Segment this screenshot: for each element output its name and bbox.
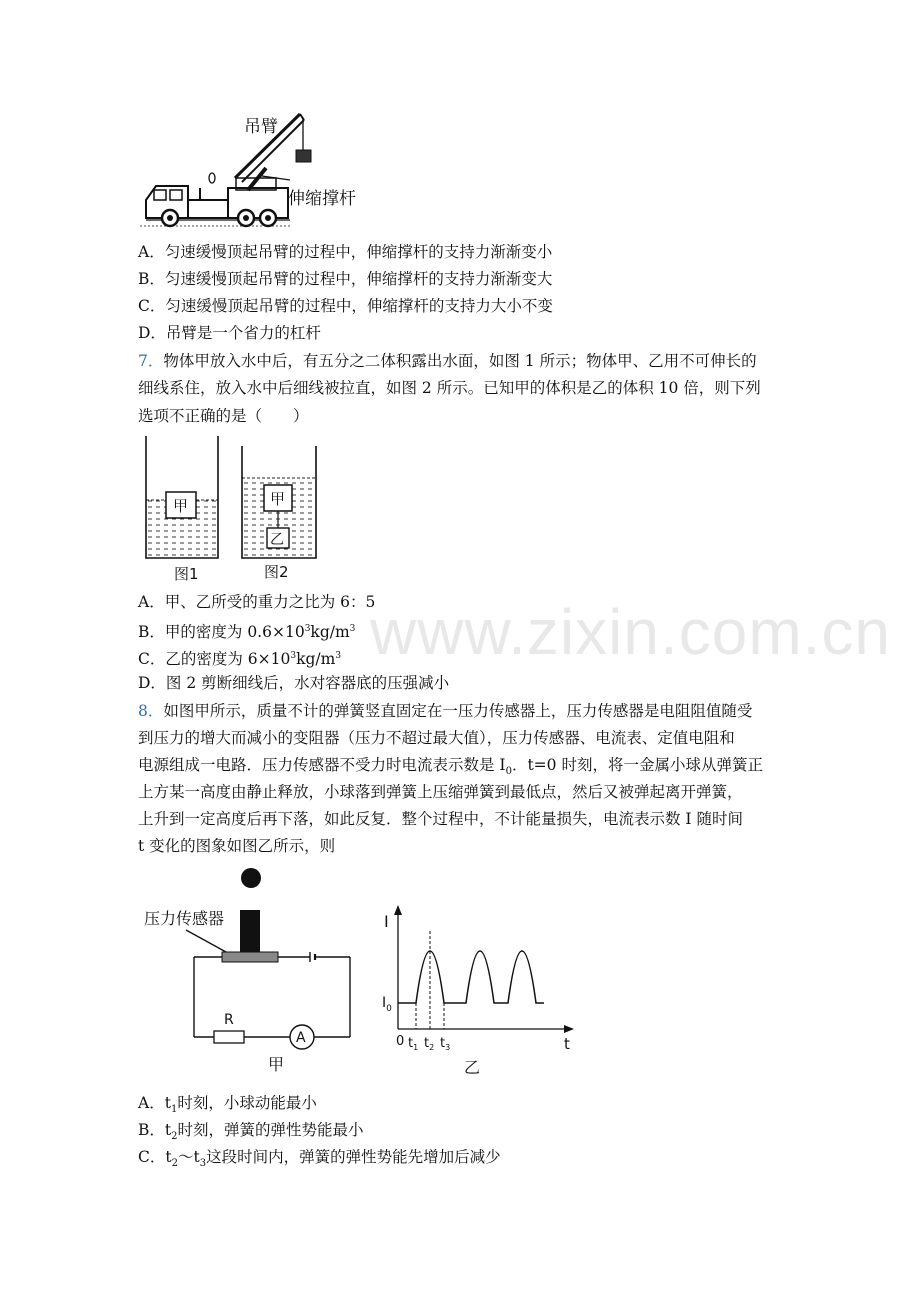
q8-text-3-sub: 0: [505, 766, 512, 778]
q8-graph-figure: [378, 905, 578, 1081]
block-yi-label: 乙: [270, 532, 284, 548]
q8-c-sub: 2: [171, 1158, 178, 1170]
q7-stem-line-1: [138, 351, 757, 371]
q7-option-c: [138, 646, 341, 669]
q7-b-unit: kg/m: [310, 623, 350, 642]
q8-stem-line-2: 到压力的增大而减小的变阻器（压力不超过最大值），压力传感器、电流表、定值电阻和: [138, 729, 735, 747]
q7-option-d: D．图 2 剪断细线后，水对容器底的压强减小: [138, 674, 450, 692]
caption-jia: 甲: [268, 1055, 285, 1074]
metal-ball: [241, 868, 261, 888]
origin-label: 0: [396, 1034, 405, 1049]
axis-y-label: I: [384, 912, 389, 931]
q8-a-suffix: 时刻，小球动能最小: [177, 1094, 317, 1112]
watermark: www.zixin.com.cn: [370, 596, 891, 668]
crane-figure: [140, 108, 370, 230]
q8-text-3b: ．t=0 时刻，将一金属小球从弹簧正: [511, 756, 763, 774]
current-curve: [398, 951, 544, 1003]
q8-b-sub: 2: [171, 1131, 178, 1143]
q7-stem-line-3: 选项不正确的是（ ）: [138, 407, 309, 425]
q8-stem-line-6: t 变化的图象如图乙所示，则: [138, 837, 336, 855]
resistor-r: [214, 1031, 244, 1043]
t1-label: $t_1$: [408, 1036, 419, 1052]
q8-stem-line-5: 上升到一定高度后再下落，如此反复．整个过程中，不计能量损失，电流表示数 I 随时间: [138, 810, 743, 828]
q6-option-d: D．吊臂是一个省力的杠杆: [138, 324, 321, 342]
q6-option-b: B．匀速缓慢顶起吊臂的过程中，伸缩撑杆的支持力渐渐变大: [138, 270, 553, 288]
q7-b-text: B．甲的密度为 0.6×10: [138, 623, 305, 642]
resistor-label: R: [224, 1012, 234, 1028]
q8-number: 8．: [138, 702, 164, 720]
q8-c-mid: ～t: [177, 1148, 200, 1166]
q8-stem-line-4: 上方某一高度由静止释放，小球落到弹簧上压缩弹簧到最低点，然后又被弹起离开弹簧，: [138, 783, 743, 801]
crane-arm-label: 吊臂: [244, 117, 278, 137]
caption-fig1: 图1: [174, 565, 199, 583]
q8-circuit-figure: [140, 862, 360, 1080]
q8-option-c: [138, 1147, 501, 1174]
t2-label: $t_2$: [424, 1036, 435, 1052]
sensor-label: 压力传感器: [144, 909, 225, 928]
axis-x-label: t: [564, 1035, 570, 1053]
q8-c-sub2: 3: [199, 1158, 207, 1170]
i0-label: $I_0$: [382, 995, 392, 1014]
block-jia-label-2: 甲: [270, 490, 286, 508]
q7-stem-line-2: 细线系住，放入水中后细线被拉直，如图 2 所示。已知甲的体积是乙的体积 10 倍，则下列: [138, 379, 761, 397]
q8-text-1: 如图甲所示，质量不计的弹簧竖直固定在一压力传感器上，压力传感器是电阻阻值随受: [163, 702, 753, 720]
caption-fig2: 图2: [264, 563, 289, 581]
q7-text-1: 物体甲放入水中后，有五分之二体积露出水面，如图 1 所示；物体甲、乙用不可伸长的: [163, 352, 757, 370]
q8-stem-line-3: [138, 755, 763, 782]
q7-c-unit-exp: 3: [335, 651, 342, 661]
q7-b-unit-exp: 3: [349, 624, 356, 634]
q8-a-prefix: A．t: [138, 1094, 171, 1112]
spring-column: [240, 910, 260, 952]
q7-c-exp: 3: [290, 651, 297, 661]
q8-b-prefix: B．t: [138, 1121, 172, 1139]
t3-label: $t_3$: [440, 1036, 451, 1052]
q7-b-exp: 3: [304, 624, 311, 634]
q7-number: 7．: [138, 352, 164, 370]
pressure-sensor: [222, 952, 278, 962]
q6-option-c: C．匀速缓慢顶起吊臂的过程中，伸缩撑杆的支持力大小不变: [138, 297, 553, 315]
q8-a-sub: 1: [170, 1104, 178, 1116]
block-jia-label-1: 甲: [173, 497, 189, 515]
q7-figure: [140, 432, 330, 588]
q7-c-text: C．乙的密度为 6×10: [138, 650, 291, 669]
q8-c-prefix: C．t: [138, 1148, 172, 1166]
q8-text-3a: 电源组成一电路．压力传感器不受力时电流表示数是 I: [138, 756, 506, 774]
q8-option-a: [138, 1093, 317, 1120]
caption-yi: 乙: [464, 1058, 481, 1077]
q6-option-a: A．匀速缓慢顶起吊臂的过程中，伸缩撑杆的支持力渐渐变小: [138, 243, 553, 261]
q8-option-b: [138, 1120, 364, 1147]
q7-option-a: A．甲、乙所受的重力之比为 6：5: [138, 593, 376, 611]
q7-option-b: [138, 619, 355, 642]
ammeter-label: A: [296, 1030, 306, 1046]
q8-stem-line-1: [138, 701, 752, 721]
q8-c-suffix: 这段时间内，弹簧的弹性势能先增加后减少: [206, 1148, 501, 1166]
q7-c-unit: kg/m: [296, 650, 336, 669]
crane-strut-label: 伸缩撑杆: [288, 189, 356, 209]
q8-b-suffix: 时刻，弹簧的弹性势能最小: [177, 1121, 364, 1139]
